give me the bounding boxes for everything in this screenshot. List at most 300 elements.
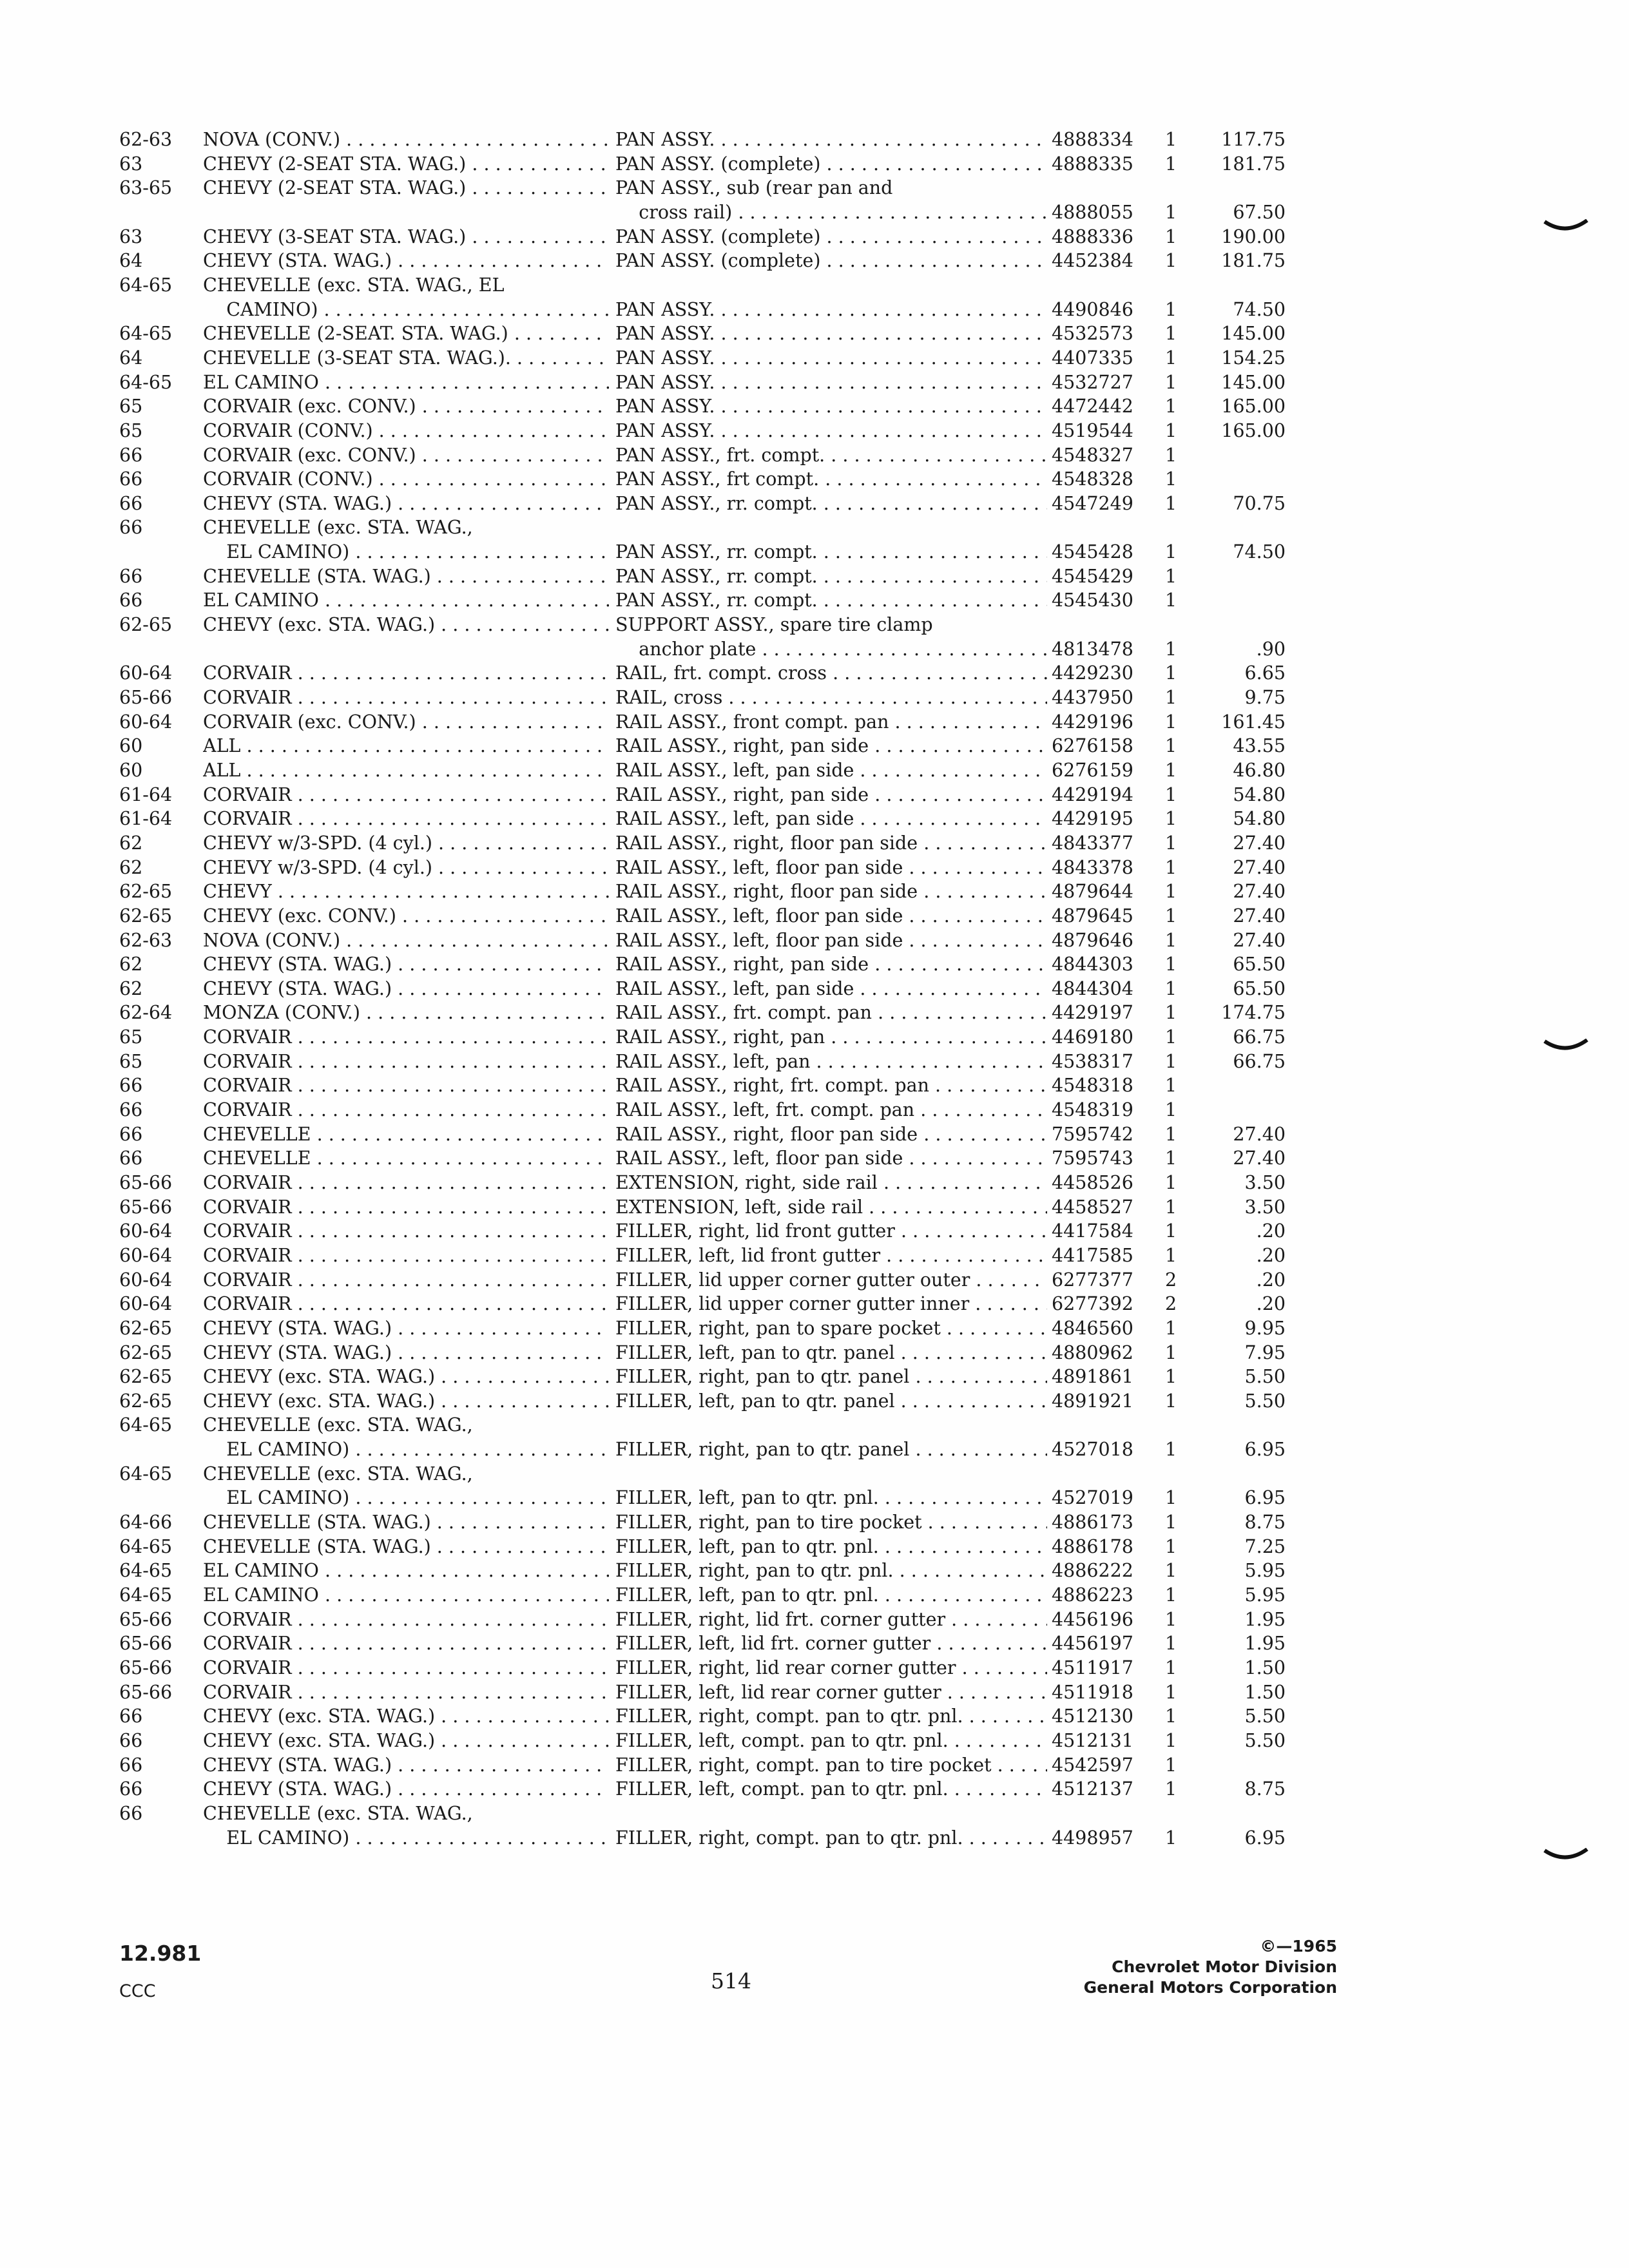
quantity-cell: 1 xyxy=(1165,977,1177,999)
model-cell: NOVA (CONV.) . . . xyxy=(203,930,609,952)
model-cell: CHEVELLE (STA. WAG.) . . . xyxy=(203,1536,609,1558)
model-cell: CHEVELLE . . . xyxy=(203,1148,609,1169)
year-cell: 66 xyxy=(119,590,143,611)
year-cell: 66 xyxy=(119,565,143,587)
quantity-cell: 1 xyxy=(1165,1778,1177,1800)
description-cell: PAN ASSY., rr. compt. . . . xyxy=(615,541,1047,563)
quantity-cell: 1 xyxy=(1165,832,1177,854)
binder-hole-mark-icon xyxy=(1543,219,1588,233)
model-cell: EL CAMINO . . . xyxy=(203,1584,609,1606)
year-cell: 64-65 xyxy=(119,1560,173,1582)
year-cell: 65 xyxy=(119,419,143,441)
year-cell: 60 xyxy=(119,735,143,757)
quantity-cell: 1 xyxy=(1165,1729,1177,1751)
model-cell: CORVAIR (exc. CONV.) . . . xyxy=(203,396,609,418)
description-cell: FILLER, left, lid front gutter . . . xyxy=(615,1245,1047,1267)
model-cell: CORVAIR . . . xyxy=(203,1293,609,1315)
model-cell: CHEVELLE (exc. STA. WAG., EL xyxy=(203,274,505,296)
year-cell: 66 xyxy=(119,1706,143,1727)
part-number-cell: 4545430 xyxy=(1052,590,1133,611)
part-number-cell: 4547249 xyxy=(1052,492,1133,514)
description-cell: RAIL ASSY., left, pan . . . xyxy=(615,1051,1047,1073)
description-cell: PAN ASSY. . . . xyxy=(615,420,1047,442)
part-number-cell: 4886223 xyxy=(1052,1584,1133,1606)
quantity-cell: 1 xyxy=(1165,226,1177,247)
part-number-cell: 4512130 xyxy=(1052,1706,1133,1727)
model-cell: CHEVY w/3-SPD. (4 cyl.) . . . xyxy=(203,832,609,854)
quantity-cell: 1 xyxy=(1165,1220,1177,1242)
part-number-cell: 4527018 xyxy=(1052,1439,1133,1461)
description-cell: RAIL ASSY., front compt. pan . . . xyxy=(615,711,1047,733)
model-cell: CHEVELLE . . . xyxy=(203,1124,609,1146)
description-cell: RAIL ASSY., right, floor pan side . . . xyxy=(615,1124,1047,1146)
quantity-cell: 1 xyxy=(1165,759,1177,781)
part-number-cell: 4519544 xyxy=(1052,419,1133,441)
part-number-cell: 4548319 xyxy=(1052,1099,1133,1120)
description-cell: FILLER, left, pan to qtr. pnl. . . . xyxy=(615,1584,1047,1606)
model-cell: CHEVY w/3-SPD. (4 cyl.) . . . xyxy=(203,857,609,879)
part-number-cell: 4548327 xyxy=(1052,444,1133,466)
description-cell: FILLER, right, pan to qtr. panel . . . xyxy=(615,1439,1047,1461)
price-cell: 65.50 xyxy=(1233,954,1286,975)
model-cell: CORVAIR (CONV.) . . . xyxy=(203,468,609,490)
quantity-cell: 1 xyxy=(1165,1706,1177,1727)
year-cell: 62-65 xyxy=(119,1390,173,1412)
quantity-cell: 1 xyxy=(1165,1439,1177,1461)
price-cell: 66.75 xyxy=(1233,1026,1286,1048)
publisher-block xyxy=(1031,1936,1337,1998)
quantity-cell: 1 xyxy=(1165,444,1177,466)
part-number-cell: 4429195 xyxy=(1052,808,1133,830)
description-cell: PAN ASSY., rr. compt. . . . xyxy=(615,590,1047,611)
description-cell: EXTENSION, right, side rail . . . xyxy=(615,1172,1047,1194)
description-cell: FILLER, left, compt. pan to qtr. pnl. . . . xyxy=(615,1778,1047,1800)
part-number-cell: 4542597 xyxy=(1052,1754,1133,1776)
model-cell: NOVA (CONV.) . . . xyxy=(203,129,609,151)
price-cell: .20 xyxy=(1256,1220,1286,1242)
part-number-cell: 4813478 xyxy=(1052,638,1133,660)
year-cell: 62 xyxy=(119,856,143,878)
part-number-cell: 4888055 xyxy=(1052,201,1133,223)
description-cell: cross rail) . . . xyxy=(615,202,1047,224)
year-cell: 60-64 xyxy=(119,1269,173,1291)
model-cell: CHEVY . . . xyxy=(203,881,609,903)
part-number-cell: 4429197 xyxy=(1052,1002,1133,1024)
description-cell: FILLER, right, pan to qtr. panel . . . xyxy=(615,1366,1047,1388)
quantity-cell: 1 xyxy=(1165,590,1177,611)
year-cell: 62-65 xyxy=(119,881,173,903)
year-cell: 65-66 xyxy=(119,1172,173,1193)
part-number-cell: 4545428 xyxy=(1052,541,1133,562)
part-number-cell: 4545429 xyxy=(1052,565,1133,587)
year-cell: 64-65 xyxy=(119,1535,173,1557)
model-cell: CHEVY (exc. STA. WAG.) . . . xyxy=(203,1366,609,1388)
model-cell: CORVAIR . . . xyxy=(203,1196,609,1218)
catalog-code: CCC xyxy=(119,1981,156,2001)
description-cell: FILLER, left, lid rear corner gutter . . . xyxy=(615,1682,1047,1704)
year-cell: 60-64 xyxy=(119,1293,173,1315)
description-cell: RAIL ASSY., left, floor pan side . . . xyxy=(615,1148,1047,1169)
price-cell: 5.50 xyxy=(1244,1390,1286,1412)
model-cell: EL CAMINO . . . xyxy=(203,590,609,611)
year-cell: 62-63 xyxy=(119,129,173,150)
price-cell: 43.55 xyxy=(1233,735,1286,757)
price-cell: 145.00 xyxy=(1221,323,1286,345)
price-cell: 65.50 xyxy=(1233,977,1286,999)
price-cell: .20 xyxy=(1256,1293,1286,1315)
quantity-cell: 1 xyxy=(1165,1050,1177,1072)
year-cell: 62-63 xyxy=(119,929,173,951)
price-cell: 117.75 xyxy=(1221,129,1286,150)
quantity-cell: 1 xyxy=(1165,905,1177,927)
part-number-cell: 4843377 xyxy=(1052,832,1133,854)
description-cell: FILLER, left, pan to qtr. panel . . . xyxy=(615,1390,1047,1412)
price-cell: 5.50 xyxy=(1244,1729,1286,1751)
model-cell: CHEVY (exc. STA. WAG.) . . . xyxy=(203,1706,609,1727)
model-cell: CHEVELLE (exc. STA. WAG., xyxy=(203,1463,473,1485)
model-cell: CORVAIR . . . xyxy=(203,808,609,830)
year-cell: 65 xyxy=(119,1050,143,1072)
part-number-cell: 4527019 xyxy=(1052,1487,1133,1509)
price-cell: 6.95 xyxy=(1244,1487,1286,1509)
quantity-cell: 1 xyxy=(1165,129,1177,150)
description-cell: RAIL ASSY., right, pan side . . . xyxy=(615,735,1047,757)
price-cell: 5.95 xyxy=(1244,1584,1286,1606)
description-cell: RAIL ASSY., left, pan side . . . xyxy=(615,808,1047,830)
description-cell: RAIL ASSY., right, frt. compt. pan . . . xyxy=(615,1075,1047,1097)
year-cell: 62-65 xyxy=(119,1317,173,1339)
price-cell: 174.75 xyxy=(1221,1002,1286,1024)
quantity-cell: 1 xyxy=(1165,1633,1177,1655)
model-cell: ALL . . . xyxy=(203,760,609,782)
description-cell: PAN ASSY., frt. compt. . . . xyxy=(615,445,1047,466)
year-cell: 64-65 xyxy=(119,274,173,296)
year-cell: 65-66 xyxy=(119,1681,173,1703)
quantity-cell: 1 xyxy=(1165,1390,1177,1412)
quantity-cell: 1 xyxy=(1165,1196,1177,1218)
part-number-cell: 4429196 xyxy=(1052,711,1133,733)
price-cell: 181.75 xyxy=(1221,153,1286,175)
quantity-cell: 1 xyxy=(1165,954,1177,975)
price-cell: 54.80 xyxy=(1233,783,1286,805)
year-cell: 65 xyxy=(119,1026,143,1048)
price-cell: 5.95 xyxy=(1244,1560,1286,1582)
model-cell: CORVAIR (exc. CONV.) . . . xyxy=(203,445,609,466)
description-cell: FILLER, right, compt. pan to qtr. pnl. . . . xyxy=(615,1706,1047,1727)
part-number-cell: 4886222 xyxy=(1052,1560,1133,1582)
quantity-cell: 1 xyxy=(1165,686,1177,708)
year-cell: 65 xyxy=(119,396,143,418)
model-cell: CORVAIR . . . xyxy=(203,1657,609,1679)
quantity-cell: 1 xyxy=(1165,1608,1177,1630)
quantity-cell: 1 xyxy=(1165,929,1177,951)
part-number-cell: 4456196 xyxy=(1052,1608,1133,1630)
part-number-cell: 4511918 xyxy=(1052,1681,1133,1703)
year-cell: 66 xyxy=(119,492,143,514)
model-cell: CORVAIR . . . xyxy=(203,1051,609,1073)
part-number-cell: 4532573 xyxy=(1052,323,1133,345)
model-cell: EL CAMINO) . . . xyxy=(203,1827,609,1849)
description-cell: PAN ASSY. . . . xyxy=(615,299,1047,321)
quantity-cell: 1 xyxy=(1165,1584,1177,1606)
quantity-cell: 1 xyxy=(1165,881,1177,903)
model-cell: EL CAMINO) . . . xyxy=(203,1439,609,1461)
quantity-cell: 1 xyxy=(1165,783,1177,805)
model-cell: CORVAIR . . . xyxy=(203,784,609,806)
division-line: Chevrolet Motor Division xyxy=(1112,1957,1337,1976)
model-cell: CORVAIR . . . xyxy=(203,1075,609,1097)
description-cell: PAN ASSY. (complete) . . . xyxy=(615,153,1047,175)
quantity-cell: 1 xyxy=(1165,565,1177,587)
model-cell: CHEVY (STA. WAG.) . . . xyxy=(203,1778,609,1800)
model-cell: CORVAIR . . . xyxy=(203,1172,609,1194)
part-number-cell: 4490846 xyxy=(1052,298,1133,320)
description-cell: PAN ASSY. (complete) . . . xyxy=(615,250,1047,272)
description-cell: PAN ASSY., rr. compt. . . . xyxy=(615,566,1047,588)
year-cell: 64-65 xyxy=(119,371,173,393)
model-cell: CORVAIR (CONV.) . . . xyxy=(203,420,609,442)
price-cell: 145.00 xyxy=(1221,371,1286,393)
quantity-cell: 1 xyxy=(1165,1002,1177,1024)
part-number-cell: 4879644 xyxy=(1052,881,1133,903)
part-number-cell: 6276158 xyxy=(1052,735,1133,757)
description-cell: FILLER, right, pan to tire pocket . . . xyxy=(615,1512,1047,1533)
description-cell: RAIL ASSY., left, floor pan side . . . xyxy=(615,857,1047,879)
model-cell: CORVAIR . . . xyxy=(203,1245,609,1267)
part-number-cell: 7595743 xyxy=(1052,1148,1133,1169)
part-number-cell: 4880962 xyxy=(1052,1341,1133,1363)
year-cell: 66 xyxy=(119,468,143,490)
quantity-cell: 1 xyxy=(1165,808,1177,830)
part-number-cell: 4469180 xyxy=(1052,1026,1133,1048)
model-cell: CHEVELLE (exc. STA. WAG., xyxy=(203,517,473,539)
price-cell: 27.40 xyxy=(1233,929,1286,951)
description-cell: FILLER, left, pan to qtr. pnl. . . . xyxy=(615,1536,1047,1558)
description-cell: FILLER, right, lid rear corner gutter . . . xyxy=(615,1657,1047,1679)
price-cell: 8.75 xyxy=(1244,1512,1286,1533)
description-cell: RAIL ASSY., right, floor pan side . . . xyxy=(615,881,1047,903)
binder-hole-mark-icon xyxy=(1543,1848,1588,1862)
quantity-cell: 1 xyxy=(1165,396,1177,418)
year-cell: 65-66 xyxy=(119,1657,173,1678)
part-number-cell: 4891861 xyxy=(1052,1366,1133,1388)
quantity-cell: 1 xyxy=(1165,856,1177,878)
part-number-cell: 4891921 xyxy=(1052,1390,1133,1412)
part-number-cell: 4417585 xyxy=(1052,1244,1133,1266)
year-cell: 62 xyxy=(119,832,143,854)
year-cell: 65-66 xyxy=(119,1633,173,1655)
quantity-cell: 1 xyxy=(1165,638,1177,660)
model-cell: CORVAIR . . . xyxy=(203,1220,609,1242)
price-cell: 6.95 xyxy=(1244,1439,1286,1461)
year-cell: 66 xyxy=(119,444,143,466)
description-cell: PAN ASSY., rr. compt. . . . xyxy=(615,493,1047,515)
year-cell: 62 xyxy=(119,977,143,999)
model-cell: CHEVY (STA. WAG.) . . . xyxy=(203,978,609,1000)
binder-hole-mark-icon xyxy=(1543,1039,1588,1053)
part-number-cell: 4879645 xyxy=(1052,905,1133,927)
price-cell: 9.75 xyxy=(1244,686,1286,708)
year-cell: 66 xyxy=(119,1729,143,1751)
description-cell: PAN ASSY. . . . xyxy=(615,396,1047,418)
year-cell: 64-65 xyxy=(119,1463,173,1485)
quantity-cell: 1 xyxy=(1165,492,1177,514)
price-cell: 27.40 xyxy=(1233,905,1286,927)
quantity-cell: 1 xyxy=(1165,1123,1177,1145)
price-cell: 27.40 xyxy=(1233,881,1286,903)
part-number-cell: 4456197 xyxy=(1052,1633,1133,1655)
model-cell: CHEVY (exc. STA. WAG.) . . . xyxy=(203,614,609,636)
price-cell: 5.50 xyxy=(1244,1366,1286,1388)
model-cell: CHEVELLE (STA. WAG.) . . . xyxy=(203,1512,609,1533)
quantity-cell: 1 xyxy=(1165,662,1177,684)
year-cell: 66 xyxy=(119,1778,143,1800)
model-cell: MONZA (CONV.) . . . xyxy=(203,1002,609,1024)
model-cell: CORVAIR . . . xyxy=(203,1026,609,1048)
part-number-cell: 4548328 xyxy=(1052,468,1133,490)
quantity-cell: 1 xyxy=(1165,1827,1177,1849)
description-cell: FILLER, right, compt. pan to qtr. pnl. . . . xyxy=(615,1827,1047,1849)
price-cell: 1.50 xyxy=(1244,1681,1286,1703)
model-cell: ALL . . . xyxy=(203,735,609,757)
year-cell: 63 xyxy=(119,226,143,247)
model-cell: CHEVY (STA. WAG.) . . . xyxy=(203,1342,609,1364)
part-number-cell: 4886178 xyxy=(1052,1535,1133,1557)
description-cell: RAIL ASSY., left, floor pan side . . . xyxy=(615,905,1047,927)
price-cell: 8.75 xyxy=(1244,1778,1286,1800)
price-cell: 70.75 xyxy=(1233,492,1286,514)
year-cell: 60-64 xyxy=(119,1220,173,1242)
part-number-cell: 6277377 xyxy=(1052,1269,1133,1291)
quantity-cell: 1 xyxy=(1165,250,1177,272)
description-cell: FILLER, left, pan to qtr. pnl. . . . xyxy=(615,1487,1047,1509)
quantity-cell: 1 xyxy=(1165,1657,1177,1678)
part-number-cell: 4511917 xyxy=(1052,1657,1133,1678)
price-cell: 5.50 xyxy=(1244,1706,1286,1727)
price-cell: 3.50 xyxy=(1244,1172,1286,1193)
year-cell: 60 xyxy=(119,759,143,781)
quantity-cell: 1 xyxy=(1165,419,1177,441)
model-cell: CHEVY (STA. WAG.) . . . xyxy=(203,250,609,272)
model-cell: CHEVY (2-SEAT STA. WAG.) . . . xyxy=(203,153,609,175)
model-cell: EL CAMINO) . . . xyxy=(203,1487,609,1509)
quantity-cell: 1 xyxy=(1165,1341,1177,1363)
year-cell: 66 xyxy=(119,1148,143,1169)
price-cell: 46.80 xyxy=(1233,759,1286,781)
part-number-cell: 4429194 xyxy=(1052,783,1133,805)
part-number-cell: 4407335 xyxy=(1052,347,1133,369)
part-number-cell: 7595742 xyxy=(1052,1123,1133,1145)
quantity-cell: 1 xyxy=(1165,1681,1177,1703)
year-cell: 66 xyxy=(119,1123,143,1145)
quantity-cell: 1 xyxy=(1165,1026,1177,1048)
year-cell: 62-65 xyxy=(119,1366,173,1388)
description-cell: PAN ASSY., sub (rear pan and xyxy=(615,177,893,199)
year-cell: 64-65 xyxy=(119,1414,173,1436)
description-cell: RAIL ASSY., right, floor pan side . . . xyxy=(615,832,1047,854)
description-cell: PAN ASSY. . . . xyxy=(615,372,1047,394)
year-cell: 65-66 xyxy=(119,686,173,708)
description-cell: anchor plate . . . xyxy=(615,639,1047,660)
year-cell: 60-64 xyxy=(119,662,173,684)
model-cell: EL CAMINO) . . . xyxy=(203,541,609,563)
description-cell: PAN ASSY. (complete) . . . xyxy=(615,226,1047,248)
price-cell: 181.75 xyxy=(1221,250,1286,272)
model-cell: CAMINO) . . . xyxy=(203,299,609,321)
quantity-cell: 1 xyxy=(1165,1754,1177,1776)
price-cell: 190.00 xyxy=(1221,226,1286,247)
part-number-cell: 4888334 xyxy=(1052,129,1133,150)
year-cell: 65-66 xyxy=(119,1608,173,1630)
description-cell: EXTENSION, left, side rail . . . xyxy=(615,1196,1047,1218)
year-cell: 66 xyxy=(119,1099,143,1120)
year-cell: 66 xyxy=(119,1075,143,1097)
year-cell: 61-64 xyxy=(119,783,173,805)
price-cell: 66.75 xyxy=(1233,1050,1286,1072)
quantity-cell: 1 xyxy=(1165,1512,1177,1533)
quantity-cell: 2 xyxy=(1165,1293,1177,1315)
price-cell: 27.40 xyxy=(1233,1123,1286,1145)
price-cell: 1.50 xyxy=(1244,1657,1286,1678)
quantity-cell: 2 xyxy=(1165,1269,1177,1291)
price-cell: 3.50 xyxy=(1244,1196,1286,1218)
price-cell: 54.80 xyxy=(1233,808,1286,830)
year-cell: 64-65 xyxy=(119,323,173,345)
description-cell: RAIL ASSY., left, floor pan side . . . xyxy=(615,930,1047,952)
description-cell: FILLER, right, lid front gutter . . . xyxy=(615,1220,1047,1242)
year-cell: 60-64 xyxy=(119,711,173,733)
model-cell: CORVAIR (exc. CONV.) . . . xyxy=(203,711,609,733)
part-number-cell: 4844304 xyxy=(1052,977,1133,999)
year-cell: 66 xyxy=(119,1802,143,1824)
part-number-cell: 4498957 xyxy=(1052,1827,1133,1849)
part-number-cell: 4472442 xyxy=(1052,396,1133,418)
description-cell: RAIL, cross . . . xyxy=(615,687,1047,709)
model-cell: CHEVY (exc. STA. WAG.) . . . xyxy=(203,1730,609,1752)
model-cell: EL CAMINO . . . xyxy=(203,1560,609,1582)
model-cell: CHEVELLE (STA. WAG.) . . . xyxy=(203,566,609,588)
quantity-cell: 1 xyxy=(1165,347,1177,369)
part-number-cell: 4538317 xyxy=(1052,1050,1133,1072)
model-cell: CHEVY (exc. CONV.) . . . xyxy=(203,905,609,927)
quantity-cell: 1 xyxy=(1165,1366,1177,1388)
part-number-cell: 4888335 xyxy=(1052,153,1133,175)
quantity-cell: 1 xyxy=(1165,1099,1177,1120)
quantity-cell: 1 xyxy=(1165,1172,1177,1193)
description-cell: FILLER, left, lid frt. corner gutter . . . xyxy=(615,1633,1047,1655)
description-cell: PAN ASSY. . . . xyxy=(615,347,1047,369)
year-cell: 64-66 xyxy=(119,1512,173,1533)
description-cell: FILLER, lid upper corner gutter inner . . . xyxy=(615,1293,1047,1315)
price-cell: .20 xyxy=(1256,1244,1286,1266)
quantity-cell: 1 xyxy=(1165,1317,1177,1339)
quantity-cell: 1 xyxy=(1165,153,1177,175)
year-cell: 63 xyxy=(119,153,143,175)
model-cell: CHEVY (exc. STA. WAG.) . . . xyxy=(203,1390,609,1412)
part-number-cell: 4843378 xyxy=(1052,856,1133,878)
copyright-line: ©—1965 xyxy=(1260,1937,1337,1956)
quantity-cell: 1 xyxy=(1165,541,1177,562)
model-cell: CHEVELLE (exc. STA. WAG., xyxy=(203,1414,473,1436)
price-cell: 27.40 xyxy=(1233,1148,1286,1169)
price-cell: .90 xyxy=(1256,638,1286,660)
model-cell: CHEVY (STA. WAG.) . . . xyxy=(203,1318,609,1340)
quantity-cell: 1 xyxy=(1165,1560,1177,1582)
year-cell: 60-64 xyxy=(119,1244,173,1266)
price-cell: 7.95 xyxy=(1244,1341,1286,1363)
part-number-cell: 4879646 xyxy=(1052,929,1133,951)
model-cell: CHEVY (3-SEAT STA. WAG.) . . . xyxy=(203,226,609,248)
